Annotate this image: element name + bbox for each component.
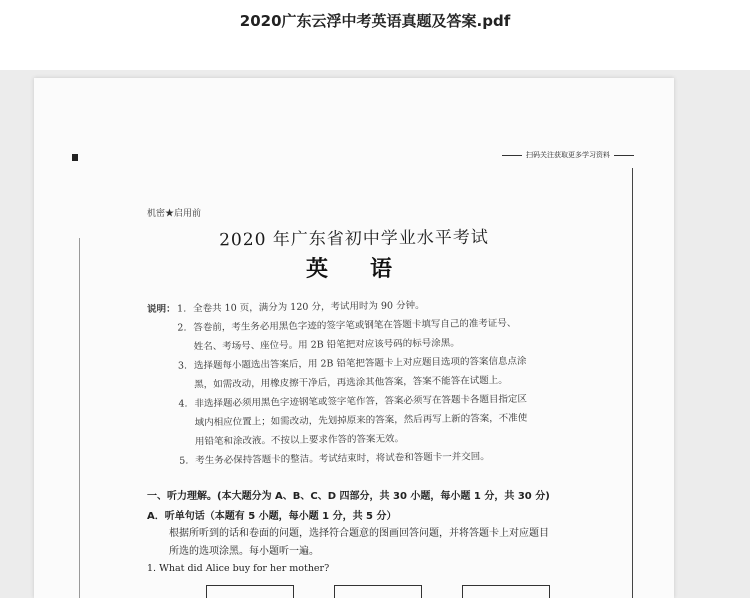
section-a-heading: A．听单句话（本题有 5 小题，每小题 1 分，共 5 分）	[147, 511, 397, 522]
instruction-line: 非选择题必须用黑色字迹钢笔或签字笔作答，答案必须写在答题卡各题目指定区	[194, 393, 528, 410]
scan-mark	[72, 154, 78, 161]
instruction-line: 用铅笔和涂改液。不按以上要求作答的答案无效。	[194, 433, 405, 448]
instruction-line: 选择题每小题选出答案后，用 2B 铅笔把答题卡上对应题目选项的答案信息点涂	[193, 355, 527, 372]
corner-note	[498, 150, 638, 160]
file-title: 2020广东云浮中考英语真题及答案.pdf	[239, 12, 511, 30]
option-image-c	[462, 585, 550, 598]
viewer-topbar	[0, 0, 750, 70]
instructions	[147, 293, 629, 471]
instruction-line: 全卷共 10 页，满分为 120 分，考试用时为 90 分钟。	[193, 300, 425, 315]
instruction-line: 答卷前，考生务必用黑色字迹的签字笔或钢笔在答题卡填写自己的准考证号、	[193, 317, 517, 334]
option-image-a	[206, 585, 294, 598]
instruction-number: 2.	[177, 322, 187, 334]
confidential-label: 机密★启用前	[147, 209, 202, 219]
document-page	[34, 78, 674, 598]
instruction-line: 域内相应位置上；如需改动，先划掉原来的答案，然后再写上新的答案，不准使	[194, 412, 528, 429]
section-listening-heading: 一、听力理解。(本大题分为 A、B、C、D 四部分，共 30 小题，每小题 1 分，共 30 分)	[147, 491, 550, 502]
subject-title: 英 语	[305, 256, 402, 282]
exam-title: 2020 年广东省初中学业水平考试	[219, 227, 489, 251]
instruction-line: 姓名、考场号、座位号。用 2B 铅笔把对应该号码的标号涂黑。	[193, 337, 460, 353]
instructions-label: 说明：	[147, 303, 176, 315]
section-a-desc-line: 根据所听到的话和卷面的问题，选择符合题意的图画回答问题，并将答题卡上对应题目	[169, 528, 549, 539]
section-a-description	[169, 525, 549, 561]
scan-edge-line-left	[79, 238, 80, 598]
instruction-line: 考生务必保持答题卡的整洁。考试结束时，将试卷和答题卡一并交回。	[195, 451, 490, 467]
question-1: 1. What did Alice buy for her mother?	[147, 563, 330, 574]
option-image-b	[334, 585, 422, 598]
section-a-desc-line: 所选的选项涂黑。每小题听一遍。	[169, 546, 319, 557]
instruction-line: 黑，如需改动，用橡皮擦干净后，再选涂其他答案，答案不能答在试题上。	[194, 374, 508, 391]
corner-rule-left	[502, 155, 522, 156]
instruction-number: 1.	[177, 303, 187, 315]
instruction-number: 5.	[179, 455, 189, 467]
corner-note-text: 扫码关注获取更多学习资料	[526, 151, 610, 159]
corner-rule-right	[614, 155, 634, 156]
instruction-number: 4.	[178, 398, 188, 410]
instruction-number: 3.	[177, 360, 188, 372]
